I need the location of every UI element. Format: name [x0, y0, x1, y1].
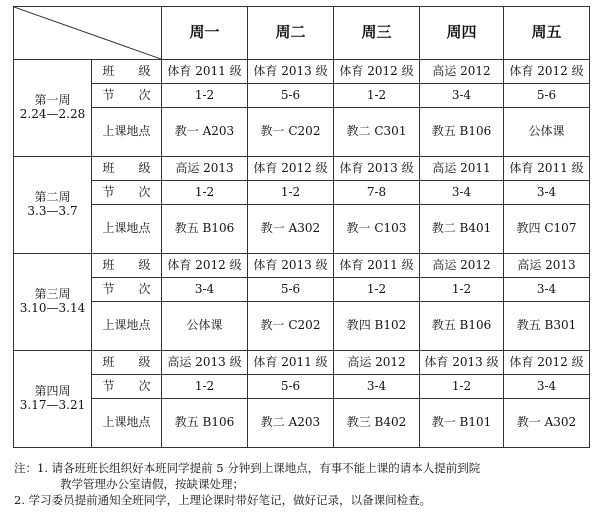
class-cell: 体育 2011 级	[248, 351, 334, 375]
location-cell: 教一 C202	[248, 302, 334, 351]
location-cell: 教二 B401	[420, 205, 504, 254]
week-dates: 2.24—2.28	[19, 107, 86, 121]
week-1-location-row	[14, 108, 590, 157]
class-cell: 体育 2012 级	[162, 254, 248, 278]
class-cell: 高运 2012	[420, 254, 504, 278]
week-label-cell	[14, 351, 92, 448]
notes	[14, 460, 589, 508]
location-cell: 教五 B106	[420, 302, 504, 351]
class-cell: 体育 2013 级	[248, 60, 334, 84]
period-cell: 3-4	[420, 84, 504, 108]
period-cell: 1-2	[162, 181, 248, 205]
class-cell: 体育 2012 级	[334, 60, 420, 84]
class-cell: 高运 2013 级	[162, 351, 248, 375]
row-label-location: 上课地点	[92, 108, 162, 157]
period-cell: 7-8	[334, 181, 420, 205]
class-cell: 高运 2012	[420, 60, 504, 84]
week-2-location-row	[14, 205, 590, 254]
day-header-tue: 周二	[248, 7, 334, 60]
location-cell: 公体课	[504, 108, 590, 157]
period-cell: 1-2	[334, 278, 420, 302]
class-cell: 体育 2011 级	[334, 254, 420, 278]
location-cell: 教四 B102	[334, 302, 420, 351]
row-label-location: 上课地点	[92, 302, 162, 351]
week-name: 第二周	[34, 190, 71, 205]
period-cell: 3-4	[504, 181, 590, 205]
location-cell: 教一 B101	[420, 399, 504, 448]
location-cell: 教三 B402	[334, 399, 420, 448]
location-cell: 教二 C301	[334, 108, 420, 157]
period-cell: 1-2	[162, 375, 248, 399]
week-dates: 3.3—3.7	[27, 204, 78, 218]
location-cell: 教四 C107	[504, 205, 590, 254]
week-3-class-row	[14, 254, 590, 278]
week-label-cell	[14, 254, 92, 351]
period-cell: 5-6	[248, 375, 334, 399]
diagonal-line	[14, 7, 161, 59]
class-cell: 高运 2011	[420, 157, 504, 181]
week-4-class-row	[14, 351, 590, 375]
class-cell: 体育 2013 级	[334, 157, 420, 181]
day-header-thu: 周四	[420, 7, 504, 60]
location-cell: 教一 A302	[504, 399, 590, 448]
class-cell: 体育 2012 级	[248, 157, 334, 181]
week-2-class-row	[14, 157, 590, 181]
week-name: 第四周	[34, 384, 71, 399]
location-cell: 教五 B106	[420, 108, 504, 157]
week-body	[14, 60, 590, 448]
row-label-location: 上课地点	[92, 399, 162, 448]
row-label-period: 节 次	[92, 84, 162, 108]
period-cell: 3-4	[420, 181, 504, 205]
day-header-wed: 周三	[334, 7, 420, 60]
location-cell: 教五 B106	[162, 399, 248, 448]
location-cell: 教一 A203	[162, 108, 248, 157]
week-2-period-row	[14, 181, 590, 205]
period-cell: 3-4	[504, 375, 590, 399]
week-4-period-row	[14, 375, 590, 399]
note-line-2: 教学管理办公室请假，按缺课处理；	[60, 477, 244, 491]
class-cell: 体育 2013 级	[420, 351, 504, 375]
week-3-period-row	[14, 278, 590, 302]
location-cell: 教一 C103	[334, 205, 420, 254]
row-label-class: 班 级	[92, 60, 162, 84]
week-3-location-row	[14, 302, 590, 351]
location-cell: 公体课	[162, 302, 248, 351]
note-line-3: 2. 学习委员提前通知全班同学，上理论课时带好笔记，做好记录，以备课间检查。	[14, 493, 432, 507]
period-cell: 5-6	[248, 84, 334, 108]
schedule-table	[13, 6, 590, 448]
period-cell: 1-2	[420, 375, 504, 399]
period-cell: 3-4	[162, 278, 248, 302]
row-label-class: 班 级	[92, 254, 162, 278]
class-cell: 高运 2013	[162, 157, 248, 181]
location-cell: 教五 B301	[504, 302, 590, 351]
period-cell: 1-2	[420, 278, 504, 302]
week-1-class-row	[14, 60, 590, 84]
week-name: 第一周	[34, 93, 71, 108]
period-cell: 3-4	[504, 278, 590, 302]
row-label-period: 节 次	[92, 375, 162, 399]
row-label-period: 节 次	[92, 181, 162, 205]
diagonal-header-cell	[14, 7, 162, 60]
week-4-location-row	[14, 399, 590, 448]
class-cell: 体育 2011 级	[162, 60, 248, 84]
row-label-class: 班 级	[92, 157, 162, 181]
location-cell: 教五 B106	[162, 205, 248, 254]
period-cell: 3-4	[334, 375, 420, 399]
note-line-1: 注：1. 请各班班长组织好本班同学提前 5 分钟到上课地点，有事不能上课的请本人提前到院	[14, 461, 481, 475]
header-row	[14, 7, 590, 60]
day-header-mon: 周一	[162, 7, 248, 60]
period-cell: 1-2	[248, 181, 334, 205]
class-cell: 体育 2013 级	[248, 254, 334, 278]
class-cell: 体育 2012 级	[504, 351, 590, 375]
week-label-cell	[14, 60, 92, 157]
location-cell: 教一 A302	[248, 205, 334, 254]
period-cell: 1-2	[334, 84, 420, 108]
period-cell: 5-6	[248, 278, 334, 302]
location-cell: 教一 C202	[248, 108, 334, 157]
location-cell: 教二 A203	[248, 399, 334, 448]
week-dates: 3.17—3.21	[19, 398, 86, 412]
week-name: 第三周	[34, 287, 71, 302]
class-cell: 体育 2012 级	[504, 60, 590, 84]
row-label-period: 节 次	[92, 278, 162, 302]
week-label-cell	[14, 157, 92, 254]
row-label-class: 班 级	[92, 351, 162, 375]
week-dates: 3.10—3.14	[19, 301, 86, 315]
period-cell: 1-2	[162, 84, 248, 108]
class-cell: 高运 2012	[334, 351, 420, 375]
class-cell: 高运 2013	[504, 254, 590, 278]
week-1-period-row	[14, 84, 590, 108]
day-header-fri: 周五	[504, 7, 590, 60]
class-cell: 体育 2011 级	[504, 157, 590, 181]
row-label-location: 上课地点	[92, 205, 162, 254]
period-cell: 5-6	[504, 84, 590, 108]
